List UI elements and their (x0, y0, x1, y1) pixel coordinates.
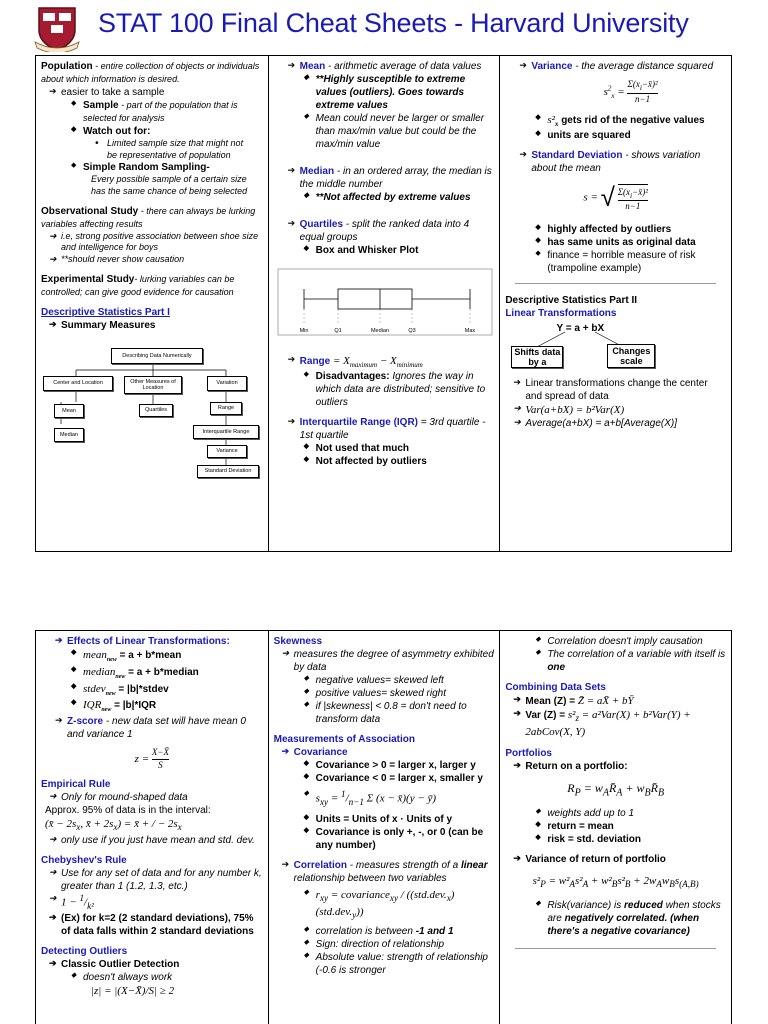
corr-def1: - measures strength of a (347, 859, 461, 871)
variance-formula: $s^2_x$ = $\frac{\Sigma(x_i-x̄)^2}{n-1}$ (603, 79, 658, 104)
iqr-b1: ◆ Not used that much (304, 442, 495, 455)
cov-formula: ◆ $s_{xy} = ^1/_{n-1}$ Σ (x − x̄)(y − ȳ) (304, 789, 495, 809)
w2: ◆ return = mean (535, 820, 726, 833)
cheb1: ➔ Use for any set of data and for any number k, greater than 1 (1.2, 1.3, etc.) (49, 867, 263, 893)
linear-transformations-heading: Linear Transformations (505, 308, 617, 320)
quartiles-def: - split the ranked data into 4 equal groups (299, 219, 470, 243)
cheb2: ➔ (Ex) for k=2 (2 standard deviations), 75% of data falls within 2 standard deviations (49, 912, 263, 938)
variance-return: ➔ Variance of return of portfolio (513, 853, 726, 866)
sd-b1: ◆ highly affected by outliers (535, 223, 726, 236)
e4b: = |b|*IQR (111, 700, 157, 712)
skew4: ◆ if |skewness| < 0.8 = don't need to transform data (304, 700, 495, 726)
sd-b2: ◆ has same units as original data (535, 236, 726, 249)
lt1: ➔ Linear transformations change the center and spread of data (513, 377, 726, 403)
tree-iqr: Interquartile Range (193, 425, 259, 439)
summary-tree-diagram (41, 332, 263, 482)
mean-b2: ◆ Mean could never be larger or smaller than max/min value but could be the max/min value (304, 112, 495, 151)
classic-outlier: ➔ Classic Outlier Detection (49, 958, 263, 971)
bp-min: Min (299, 328, 309, 334)
corr1: correlation is between (315, 925, 416, 937)
bp-max: Max (464, 328, 475, 334)
obs-term: Observational Study (41, 205, 139, 217)
corr-formula: ◆ $r_{xy}$ = covariance$_{xy}$ / $((std.dev._x)(std.dev._y))$ (304, 888, 495, 922)
outlier-formula: |z| = |(X−X̄)/S| ≥ 2 (91, 985, 175, 998)
lt3: ➔ Average(a+bX) = a+b[Average(X)] (513, 417, 726, 430)
corr-def3: relationship between two variables (293, 872, 447, 884)
corr-def2: linear (460, 859, 488, 871)
obs-def: - there can always be lurking variables affecting results (41, 205, 256, 229)
sample-def: - part of the population that is selected for analysis (83, 100, 238, 123)
portfolios-heading: Portfolios (505, 747, 552, 759)
lt2: ➔ Var(a+bX) = b²Var(X) (513, 403, 726, 417)
population-term: Population (41, 61, 93, 72)
limited-sample: • Limited sample size that might not be representative of population (95, 138, 245, 161)
cheb-formula: ➔ $1 - ^1/_{k^2}$ (49, 893, 263, 913)
portfolio-variance-formula: $s^2_P = w^2_As^2_A + w^2_Bs^2_B + 2w_Aw_Bs_{(A,B)}$ (532, 875, 699, 890)
e3b: = |b|*stdev (115, 683, 169, 695)
exp-term: Experimental Study (41, 273, 135, 285)
exp-def: - lurking variables can be controlled; can give good evidence for causation (41, 273, 235, 297)
tree-other: Other Measures of Location (124, 376, 182, 394)
tree-variance: Variance (207, 445, 247, 458)
quartiles-term: Quartiles (299, 219, 344, 230)
column-1: Population - entire collection of objects or individuals about which information is desired. ➔ easier to take a sample ◆ Sample - part of the population that is selected for analysis ◆ Watch out for: • Limited sample size that might not be representative of population ◆ Simple Random Sampling- Every possible sample of a certain size has the same chance of being selected Observational Study - there can always be lurking variables affecting results ➔ i.e, strong positive association between shoe size and intelligence for boys ➔ **should never show causation Experimental Study- lurking variables can be controlled; can give good evidence for causation Descriptive Statistics Part I ➔ Summary Measures Describing Data Numerically Center and Location Other Measures of Location Variation Mean Median Quartiles Range Interquartile Range Variance Standard Deviation (36, 56, 268, 551)
portfolio-return-formula: $R_P$ = $w_AR̄_A$ + $w_BR̄_B$ (567, 780, 665, 799)
sd-b3: ◆ finance = horrible measure of risk (trampoline example) (535, 249, 726, 275)
risk4: negatively correlated. (when there's a negative covariance) (547, 913, 700, 938)
column-4 (36, 631, 268, 1024)
corr2: ◆ Sign: direction of relationship (304, 938, 495, 951)
iqr-b2: ◆ Not affected by outliers (304, 455, 495, 468)
risk2: reduced (624, 900, 663, 912)
effects-heading: ➔ Effects of Linear Transformations: (55, 635, 263, 648)
range-min: minimum (396, 361, 423, 369)
srs-def: Every possible sample of a certain size has the same chance of being selected (91, 174, 248, 197)
variance-b1: gets rid of the negative values (558, 115, 705, 127)
skew3: ◆ positive values= skewed right (304, 687, 495, 700)
cov3: ◆ Units = Units of x · Units of y (304, 813, 495, 826)
cov1: ◆ Covariance > 0 = larger x, larger y (304, 759, 495, 772)
e4-sub: new (101, 707, 112, 714)
tree-median: Median (54, 428, 84, 442)
iqr-def: = 3rd quartile - 1st quartile (299, 417, 486, 442)
tree-mean: Mean (54, 404, 84, 418)
e3a: stdev (83, 682, 106, 695)
return-portfolio: ➔ Return on a portfolio: (513, 760, 726, 773)
cov2: ◆ Covariance < 0 = larger x, smaller y (304, 772, 495, 785)
sd-term: Standard Deviation (531, 150, 623, 162)
correlation-term: Correlation (293, 859, 347, 871)
iqr-term: Interquartile Range (IQR) (299, 417, 419, 429)
emp-formula: (x̄ − $2s_x$, x̄ + $2s_x$) = x̄ + / − $2s_x$ (45, 817, 182, 832)
corr-imply: ◆ Correlation doesn't imply causation (535, 635, 726, 648)
e1b: = a + b*mean (116, 650, 182, 661)
zscore-term: Z-score (67, 716, 104, 728)
range-minus: − X (377, 355, 397, 367)
sd-formula: s = √ $\frac{\Sigma(x_i-x̄)^2}{n-1}$ (583, 182, 648, 213)
doesnt-work: ◆ doesn't always work (71, 971, 263, 984)
disadv-term: Disadvantages: (315, 371, 390, 383)
median-b1: ◆ **Not affected by extreme values (304, 191, 495, 204)
e2-sub: new (115, 673, 126, 680)
cov4: ◆ Covariance is only +, -, or 0 (can be any number) (304, 826, 495, 852)
linear-transform-diagram (505, 320, 726, 370)
emp3: ➔ only use if you just have mean and std. dev. (49, 834, 263, 847)
column-2 (268, 56, 500, 551)
w1: ◆ weights add up to 1 (535, 807, 726, 820)
obs-ie: ➔ i.e, strong positive association between shoe size and intelligence for boys (49, 231, 263, 254)
range-max: maximum (349, 361, 378, 369)
population-def: - entire collection of objects or individuals about which information is desired. (41, 61, 260, 84)
box-whisker-plot (274, 263, 496, 343)
skew1: ➔ measures the degree of asymmetry exhibited by data (282, 648, 495, 674)
bp-median: Median (370, 328, 389, 334)
variance-def: - the average distance squared (572, 61, 714, 72)
variance-term: Variance (531, 61, 573, 72)
desc-stats-part2-heading: Descriptive Statistics Part II (505, 295, 638, 307)
e2a: median (83, 665, 116, 678)
combining-heading: Combining Data Sets (505, 682, 606, 693)
range-eq: = X (330, 355, 350, 367)
watch-out: ◆ Watch out for: (71, 125, 263, 138)
mean-def: - arithmetic average of data values (325, 61, 482, 72)
association-heading: Measurements of Association (273, 734, 415, 745)
risk1: Risk(variance) is (547, 900, 625, 912)
boxplot-label: ◆ Box and Whisker Plot (304, 244, 495, 257)
chebyshev-heading: Chebyshev's Rule (41, 854, 127, 866)
self2: one (547, 662, 566, 673)
tree-sd: Standard Deviation (197, 465, 259, 478)
corr1b: -1 and 1 (415, 925, 454, 937)
tree-range: Range (210, 402, 242, 415)
sample-easier: ➔ easier to take a sample (49, 86, 263, 99)
outliers-heading: Detecting Outliers (41, 946, 128, 958)
obs-never: ➔ **should never show causation (49, 254, 263, 266)
zscore-formula: z = $\frac{X-X̄}{S}$ (134, 747, 169, 770)
range-term: Range (299, 356, 331, 367)
sample-term: Sample (83, 100, 119, 111)
lt-changes: Changes scale (607, 344, 655, 368)
covariance-term: ➔ Covariance (282, 746, 495, 759)
tree-root: Describing Data Numerically (111, 348, 203, 364)
cheat-sheet-page-1 (35, 55, 732, 552)
srs-term: Simple Random Sampling (83, 162, 207, 174)
cheat-sheet-page-2 (35, 630, 732, 1024)
meanz: Mean (Z) = (525, 696, 578, 707)
lt-shifts: Shifts data by a (511, 346, 563, 368)
median-def: - in an ordered array, the median is the middle number (299, 166, 492, 190)
variance-b2: ◆ units are squared (535, 129, 726, 142)
sd-def: - shows variation about the mean (531, 150, 701, 175)
w3: ◆ risk = std. deviation (535, 833, 726, 846)
e1a: mean (83, 649, 107, 661)
summary-measures: ➔ Summary Measures (49, 319, 263, 332)
column-5 (268, 631, 500, 1024)
risk3: when stocks are (547, 900, 721, 925)
header (0, 0, 768, 52)
emp1: ➔ Only for mound-shaped data (49, 791, 263, 804)
column-6: ◆ Correlation doesn't imply causation ◆ The correlation of a variable with itself is one Combining Data Sets ➔ Mean (Z) = Z̄ = aX̄ + bȲ ➔ Var $(Z) = s^2_z = a^2Var(X) + b^2Var(Y)$ + 2abCov(X, Y) Portfolios ➔ Return on a portfolio: $R_P$ = $w_AR̄_A$ + $w_BR̄_B$ ◆ weights add up to 1 ◆ return = mean ◆ risk = std. deviation ➔ Variance of return of portfolio $s^2_P = w^2_As^2_A + w^2_Bs^2_B + 2w_Aw_Bs_{(A,B)}$ ◆ Risk(variance) is reduced when stocks are negatively correlated. (when there's a negative covariance) (499, 631, 731, 1024)
skewness-heading: Skewness (273, 636, 323, 647)
skew2: ◆ negative values= skewed left (304, 674, 495, 687)
emp2: Approx. 95% of data is in the interval: (45, 804, 211, 816)
harvard-shield-logo (33, 4, 81, 52)
tree-quartiles: Quartiles (139, 404, 173, 417)
column-3: ➔ Variance - the average distance squared $s^2_x$ = $\frac{\Sigma(x_i-x̄)^2}{n-1}$ ◆ $s^2_x$ gets rid of the negative values ◆ units are squared ➔ Standard Deviation - shows variation about the mean s = √ $\frac{\Sigma(x_i-x̄)^2}{n-1}$ ◆ highly affected by outliers ◆ has same units as original data ◆ finance = horrible measure of risk (trampoline example) Descriptive Statistics Part II Linear Transformations Y = a + bX Shifts data by a Changes scale ➔ Linear transformations change the center and spread of data ➔ Var(a+bX) = b²Var(X) ➔ Average(a+bX) = a+b[Average(X)] (499, 56, 731, 551)
disadv-def: Ignores the way in which data are distributed; sensitive to outliers (315, 371, 486, 409)
page-title: STAT 100 Final Cheat Sheets - Harvard University (98, 8, 689, 38)
varz: Var (Z) = (525, 710, 568, 722)
tree-center: Center and Location (43, 376, 113, 391)
e2b: = a + b*median (125, 666, 199, 678)
zscore-def: - new data set will have mean 0 and variance 1 (67, 716, 246, 741)
mean-b1: ◆ **Highly susceptible to extreme values (outliers). Goes towards extreme values (304, 73, 495, 112)
e3-sub: new (105, 690, 116, 697)
mean-term: Mean (299, 61, 326, 72)
self1: The correlation of a variable with itself is (547, 649, 726, 660)
empirical-heading: Empirical Rule (41, 778, 111, 790)
e1-sub: new (106, 657, 117, 663)
e4a: IQR (83, 699, 102, 712)
bp-q1: Q1 (333, 328, 342, 334)
corr3: ◆ Absolute value: strength of relationship (-0.6 is stronger (304, 951, 495, 977)
median-term: Median (299, 166, 335, 177)
desc-stats-part1-heading: Descriptive Statistics Part I (41, 306, 170, 318)
bp-q3: Q3 (407, 328, 416, 334)
lt-eq: Y = a + bX (556, 323, 605, 335)
tree-variation: Variation (207, 376, 247, 391)
